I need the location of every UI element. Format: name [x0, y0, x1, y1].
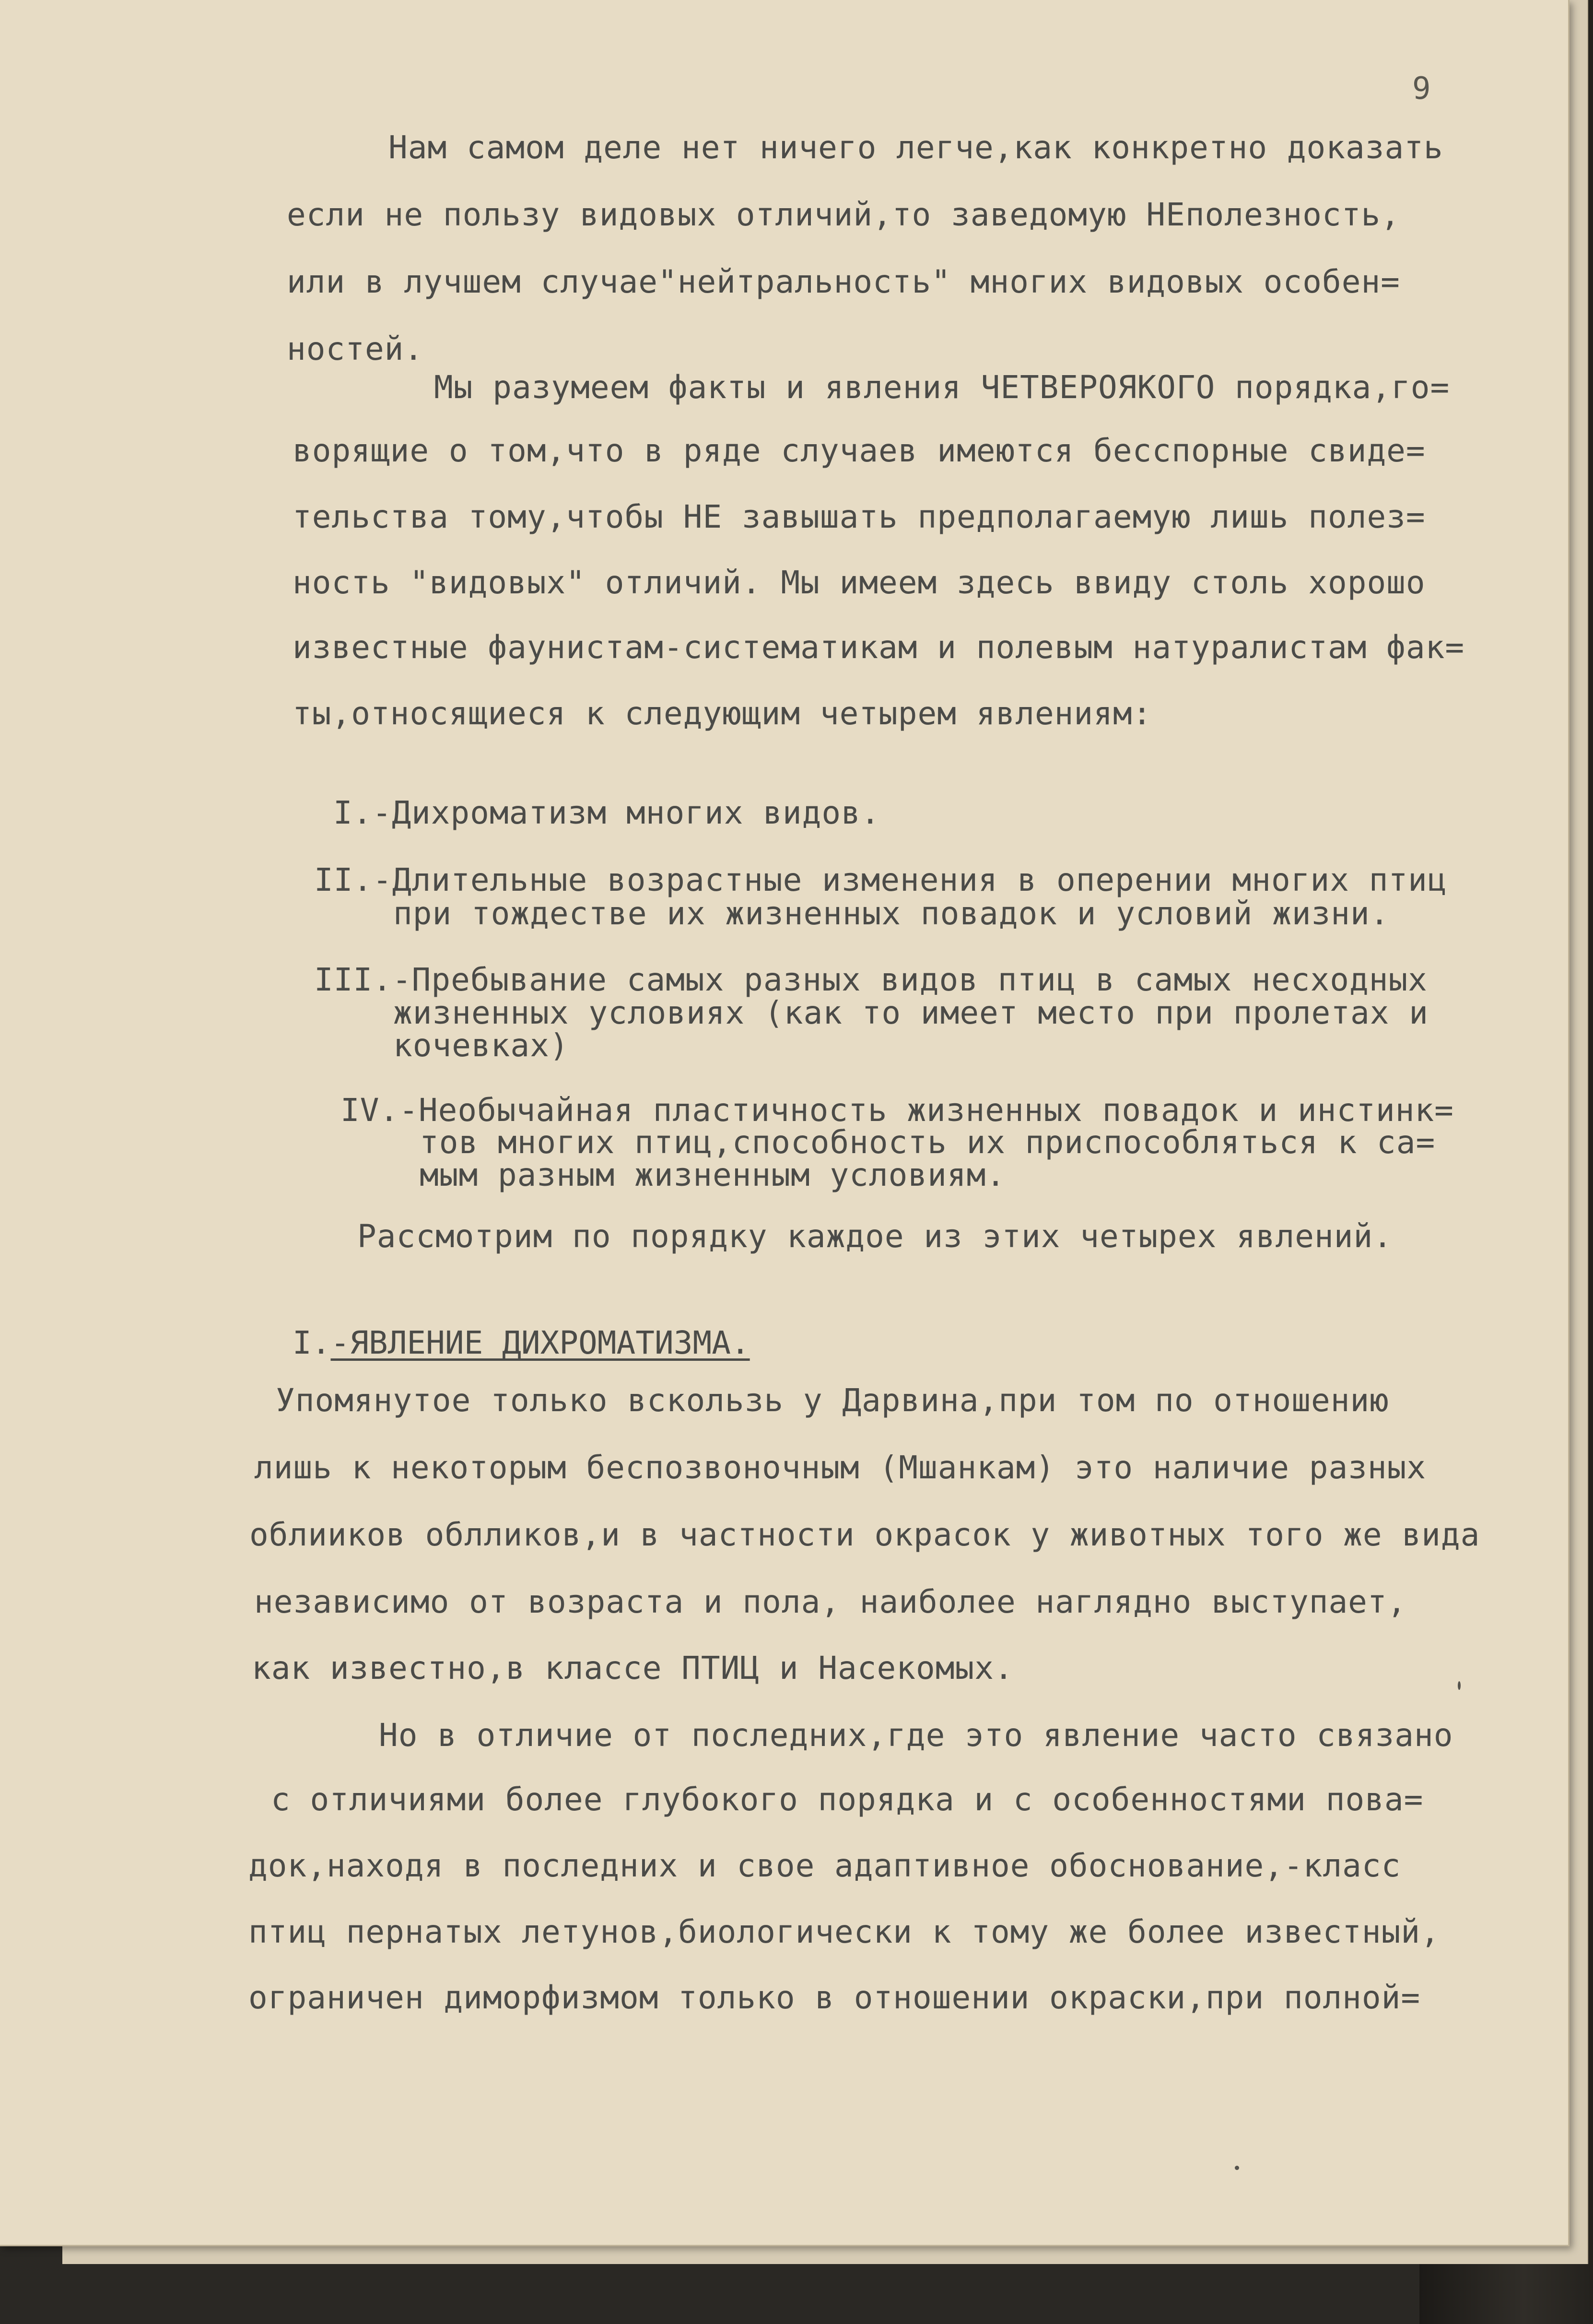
- section-line: как известно,в классе ПТИЦ и Насекомых.: [252, 1650, 1014, 1687]
- section-line: независимо от возраста и пола, наиболее наглядно выступает,: [254, 1583, 1407, 1620]
- body-line: Нам самом деле нет ничего легче,как конкретно доказать: [388, 129, 1443, 166]
- section-line: док,находя в последних и свое адаптивное обоснование,-класс: [248, 1847, 1401, 1884]
- section-line: Упомянутое только вскользь у Дарвина,при том по отношению: [276, 1382, 1389, 1419]
- body-line: или в лучшем случае"нейтральность" многих видовых особен=: [287, 263, 1400, 300]
- ink-speck: [1235, 2166, 1239, 2170]
- list-item-3-cont: жизненных условиях (как то имеет место при пролетах и: [393, 994, 1429, 1031]
- list-item-2: II.-Длительные возрастные изменения в оперении многих птиц: [314, 861, 1447, 898]
- list-item-2-cont: при тождестве их жизненных повадок и условий жизни.: [393, 895, 1390, 932]
- section-line: ограничен диморфизмом только в отношении окраски,при полной=: [248, 1979, 1421, 2016]
- body-line: ворящие о том,что в ряде случаев имеются бесспорные свиде=: [293, 432, 1426, 469]
- list-item-4-cont: тов многих птиц,способность их приспособляться к са=: [420, 1124, 1436, 1161]
- body-line: ностей.: [287, 330, 424, 367]
- section-title: -ЯВЛЕНИЕ ДИХРОМАТИЗМА.: [330, 1324, 750, 1361]
- section-number: I.: [293, 1324, 331, 1361]
- list-item-3-cont: кочевках): [393, 1027, 569, 1064]
- list-item-3: III.-Пребывание самых разных видов птиц в самых несходных: [314, 961, 1428, 998]
- page-number: 9: [1412, 71, 1431, 106]
- section-line: Но в отличие от последних,где это явление часто связано: [379, 1717, 1453, 1754]
- summary-line: Рассмотрим по порядку каждое из этих четырех явлений.: [357, 1218, 1393, 1255]
- section-heading: [293, 1324, 750, 1362]
- section-line: птиц пернатых летунов,биологически к тому же более известный,: [248, 1913, 1440, 1950]
- body-line: тельства тому,чтобы НЕ завышать предполагаемую лишь полез=: [293, 498, 1426, 535]
- section-line: с отличиями более глубокого порядка и с особенностями пова=: [271, 1781, 1424, 1818]
- body-line: известные фаунистам-систематикам и полевым натуралистам фак=: [293, 629, 1465, 666]
- ink-speck: [1458, 1681, 1461, 1690]
- list-item-4-cont: мым разным жизненным условиям.: [420, 1156, 1006, 1193]
- body-line: если не пользу видовых отличий,то заведомую НЕполезность,: [287, 196, 1400, 233]
- list-item-1: I.-Дихроматизм многих видов.: [333, 794, 880, 831]
- section-line: лишь к некоторым беспозвоночным (Мшанкам) это наличие разных: [254, 1449, 1427, 1486]
- body-line: Мы разумеем факты и явления ЧЕТВЕРОЯКОГО порядка,го=: [434, 369, 1450, 406]
- body-line: ты,относящиеся к следующим четырем явлениям:: [293, 695, 1152, 732]
- list-item-4: IV.-Необычайная пластичность жизненных повадок и инстинк=: [340, 1092, 1454, 1129]
- section-line: облииков облликов,и в частности окрасок у животных того же вида: [249, 1516, 1480, 1553]
- body-line: ность "видовых" отличий. Мы имеем здесь ввиду столь хорошо: [293, 564, 1426, 601]
